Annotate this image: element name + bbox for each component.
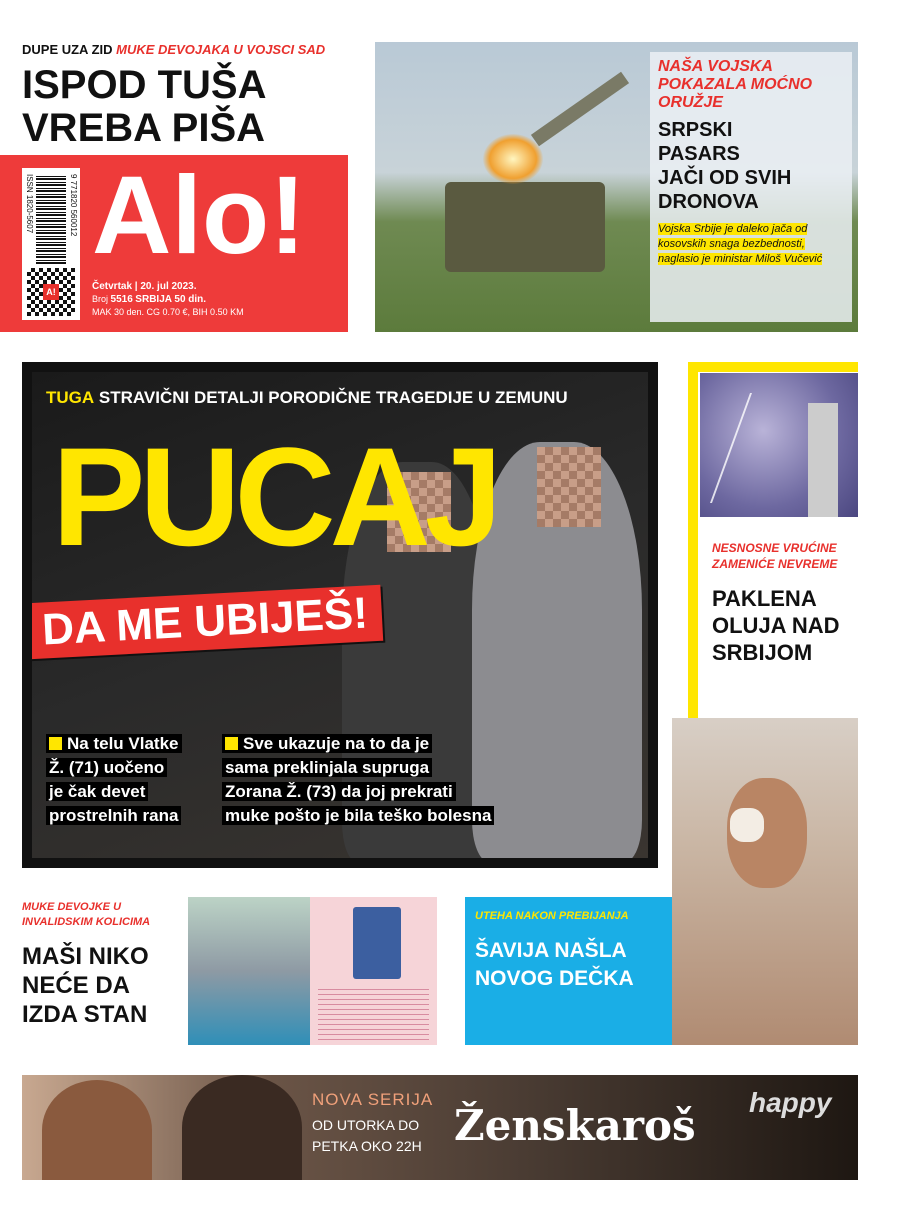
ad-line-1: NOVA SERIJA — [312, 1090, 434, 1109]
kicker-line: MUKE DEVOJKE U — [22, 901, 122, 913]
bottom-left-kicker — [22, 900, 186, 930]
wheelchair-girl-photo[interactable] — [188, 897, 310, 1045]
top-story[interactable] — [650, 52, 852, 322]
blue-story-headline — [475, 937, 634, 993]
flyer-image — [310, 897, 437, 1045]
top-left-kicker — [22, 42, 352, 57]
headline-line: NEĆE DA — [22, 972, 131, 999]
kicker-red: MUKE DEVOJAKA U VOJSCI SAD — [116, 42, 326, 57]
headline-line: NOVOG DEČKA — [475, 967, 634, 990]
kicker-line: ZAMENIĆE NEVREME — [712, 557, 838, 571]
headline-line: PASARS — [658, 143, 740, 165]
kicker-line: INVALIDSKIM KOLICIMA — [22, 916, 151, 928]
woman-photo[interactable] — [672, 718, 858, 1045]
headline-line: PAKLENA — [712, 586, 817, 611]
issue-label: Broj — [92, 294, 109, 304]
price: SRBIJA 50 din. — [135, 294, 207, 305]
lightning-image — [710, 393, 820, 503]
kicker-label: TUGA — [46, 388, 95, 407]
ad-title: Ženskaroš — [454, 1101, 696, 1150]
ad-brand-logo: happy — [749, 1087, 832, 1118]
eye-patch-image — [730, 808, 764, 842]
top-story-kicker: NAŠA VOJSKA POKAZALA MOĆNO ORUŽJE — [658, 58, 813, 111]
subhead-line: naglasio je ministar Miloš Vučević — [658, 253, 823, 265]
headline-line: SRBIJOM — [712, 640, 813, 665]
headline-line: ŠAVIJA NAŠLA — [475, 939, 627, 962]
advertisement-banner[interactable] — [22, 1075, 858, 1180]
barcode — [22, 168, 80, 320]
top-left-headline[interactable]: ISPOD TUŠA VREBA PIŠA — [22, 63, 266, 150]
vehicle-image — [445, 182, 605, 272]
issue-info — [92, 280, 342, 318]
headline-line: JAČI OD SVIH — [658, 167, 792, 189]
main-headline: PUCAJ — [52, 418, 497, 575]
headline-line: SRPSKI — [658, 119, 733, 141]
main-kicker — [46, 388, 568, 408]
tower-image — [808, 403, 838, 517]
qr-code — [27, 268, 75, 316]
kicker-line: NESNOSNE VRUĆINE — [712, 541, 837, 555]
headline-line: IZDA STAN — [22, 1001, 148, 1028]
blue-story[interactable] — [465, 897, 672, 1045]
ad-line-2: OD UTORKA DO — [312, 1117, 420, 1133]
bullet-line: muke pošto je bila teško bolesna — [222, 806, 494, 825]
main-banner — [27, 585, 383, 659]
bullet-line: Ž. (71) uočeno — [46, 758, 167, 777]
qr-badge: A! — [43, 284, 59, 300]
side-story-headline[interactable] — [712, 585, 856, 666]
bottom-left-headline[interactable] — [22, 942, 186, 1029]
bullet-square-icon — [49, 737, 62, 750]
bullet-line: je čak devet — [46, 782, 148, 801]
headline-line: DRONOVA — [658, 191, 759, 213]
missile-image — [531, 72, 629, 147]
fire-image — [483, 134, 543, 184]
bullet-line: Sve ukazuje na to da je — [243, 734, 430, 753]
top-story-subhead — [658, 222, 846, 267]
bullet-line: sama preklinjala supruga — [222, 758, 432, 777]
blurred-face — [537, 447, 601, 527]
bullet-1 — [46, 732, 182, 828]
issn: ISSN 1820-5607 — [25, 174, 34, 234]
kicker-text: STRAVIČNI DETALJI PORODIČNE TRAGEDIJE U ZEMUNU — [98, 388, 568, 407]
headline-line: MAŠI NIKO — [22, 943, 149, 970]
bullet-line: Zorana Ž. (73) da joj prekrati — [222, 782, 456, 801]
price-other: MAK 30 den. CG 0.70 €, BIH 0.50 KM — [92, 307, 244, 317]
ad-man-image — [182, 1075, 302, 1180]
bullet-square-icon — [225, 737, 238, 750]
top-story-headline — [658, 118, 846, 214]
ad-schedule — [312, 1115, 422, 1157]
banner-text: DA ME UBIJEŠ! — [40, 588, 370, 655]
barcode-number: 9 771820 560012 — [69, 174, 78, 237]
bullet-2 — [222, 732, 494, 828]
ad-line-3: PETKA OKO 22H — [312, 1138, 422, 1154]
bullet-line: prostrelnih rana — [46, 806, 181, 825]
bullet-line: Na telu Vlatke — [67, 734, 179, 753]
main-story[interactable] — [22, 362, 658, 868]
kicker-dark: DUPE UZA ZID — [22, 42, 113, 57]
barcode-bars — [36, 174, 66, 264]
subhead-line: kosovskih snaga bezbednosti, — [658, 238, 805, 250]
headline-line: OLUJA NAD — [712, 613, 840, 638]
issue-number: 5516 — [110, 294, 133, 305]
storm-photo[interactable] — [700, 373, 858, 517]
flyer-text-lines — [318, 989, 429, 1041]
logo: Alo! — [92, 154, 306, 277]
blue-story-kicker: UTEHA NAKON PREBIJANJA — [475, 910, 629, 922]
ad-woman-image — [42, 1080, 152, 1180]
flyer-photo — [353, 907, 401, 979]
subhead-line: Vojska Srbije je daleko jača od — [658, 223, 808, 235]
side-story-kicker — [712, 540, 856, 572]
issue-date: Četvrtak | 20. jul 2023. — [92, 281, 197, 292]
